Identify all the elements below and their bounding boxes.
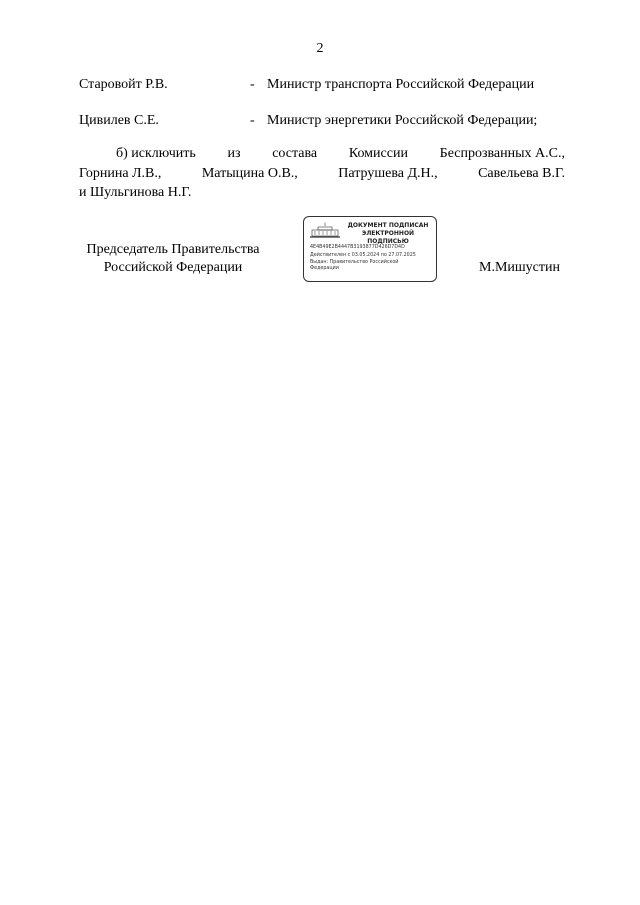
exclusion-word: Комиссии xyxy=(348,146,408,161)
signer-name: М.Мишустин xyxy=(479,260,560,275)
signer-title-line: Председатель Правительства xyxy=(86,242,260,257)
commission-member-row xyxy=(79,113,579,133)
stamp-serial: 4E4B49E2B4447B3193877D426D7D4D xyxy=(310,245,405,250)
exclusion-word: Беспрозванных А.С., xyxy=(439,146,565,161)
stamp-issuer: Федерации xyxy=(310,266,339,271)
signer-title xyxy=(78,241,268,277)
exclusion-word: состава xyxy=(272,146,318,161)
member-role: Министр транспорта Российской Федерации xyxy=(267,77,535,92)
exclusion-word: Патрушева Д.Н., xyxy=(338,166,438,181)
page-number: 2 xyxy=(316,41,324,56)
electronic-signature-stamp xyxy=(303,216,437,282)
exclusion-line-3: и Шульгинова Н.Г. xyxy=(79,185,192,200)
dash-separator: - xyxy=(250,113,255,128)
government-building-icon xyxy=(310,222,340,240)
commission-member-row xyxy=(79,77,579,97)
stamp-title-line: ЭЛЕКТРОННОЙ ПОДПИСЬЮ xyxy=(361,230,415,245)
dash-separator: - xyxy=(250,77,255,92)
member-role: Министр энергетики Российской Федерации; xyxy=(267,113,538,128)
member-name: Старовойт Р.В. xyxy=(79,77,168,92)
stamp-title xyxy=(342,222,434,246)
stamp-issuer: Выдан: Правительство Российской xyxy=(310,260,399,265)
member-name: Цивилев С.Е. xyxy=(79,113,159,128)
exclusion-line-2 xyxy=(79,166,565,182)
exclusion-word: Матыцина О.В., xyxy=(201,166,298,181)
exclusion-word: б) исключить xyxy=(116,146,196,161)
exclusion-line-1 xyxy=(79,146,565,162)
stamp-validity: Действителен с 03.05.2024 по 27.07.2025 xyxy=(310,253,416,258)
exclusion-word: из xyxy=(227,146,241,161)
stamp-title-line: ДОКУМЕНТ ПОДПИСАН xyxy=(347,222,429,229)
exclusion-word: Горнина Л.В., xyxy=(79,166,162,181)
exclusion-word: Савельева В.Г. xyxy=(478,166,565,181)
signer-title-line: Российской Федерации xyxy=(103,260,243,275)
